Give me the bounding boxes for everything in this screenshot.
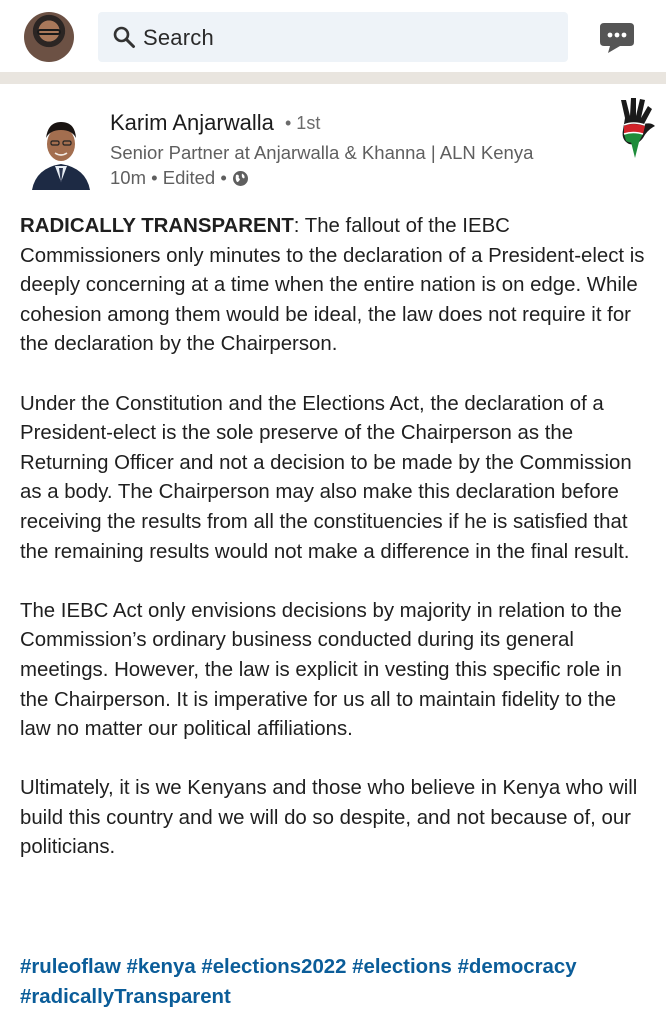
hashtag-list	[20, 953, 650, 1012]
post-paragraph-1	[20, 212, 650, 360]
search-icon	[112, 25, 136, 49]
feed-divider	[0, 72, 666, 84]
my-profile-avatar[interactable]	[24, 12, 74, 62]
author-headline: Senior Partner at Anjarwalla & Khanna | ALN Kenya	[110, 142, 534, 163]
search-bar[interactable]	[98, 12, 568, 62]
post-body	[20, 212, 650, 893]
globe-icon	[232, 170, 249, 187]
hashtag-elections2022[interactable]: #elections2022	[201, 956, 347, 978]
hashtag-democracy[interactable]: #democracy	[457, 956, 577, 978]
top-bar	[0, 0, 666, 72]
post-paragraph-2: Under the Constitution and the Elections Act, the declaration of a President-elect is the sole preserve of the Chairperson as the Returning Officer and not a decision to be made by the Commission as a body. The Chairperson may also make this declaration before receiving the results from all the constituencies if he is satisfied that the remaining results would not make a difference in the final result.	[20, 392, 632, 563]
post-meta-text: 10m • Edited •	[110, 167, 227, 188]
hashtag-ruleoflaw[interactable]: #ruleoflaw	[20, 956, 121, 978]
post-paragraph-1-text: : The fallout of the IEBC Commissioners only minutes to the declaration of a President-elect is deeply concerning at a time when the entire nation is on edge. While cohesion among them would be ideal, the law does not require it for the declaration by the Chairperson.	[20, 215, 645, 356]
connection-degree: • 1st	[285, 113, 321, 133]
kenya-hand-logo	[611, 96, 665, 160]
hashtag-elections[interactable]: #elections	[352, 956, 452, 978]
messaging-icon[interactable]	[598, 20, 636, 54]
hashtag-kenya[interactable]: #kenya	[126, 956, 196, 978]
post-paragraph-3: The IEBC Act only envisions decisions by majority in relation to the Commission’s ordinary business conducted during its general meetings. However, the law is explicit in vesting this specific role in the Chairperson. It is imperative for us all to maintain fidelity to the law no matter our political affiliations.	[20, 599, 622, 741]
post-paragraph-4: Ultimately, it is we Kenyans and those who believe in Kenya who will build this country and we will do so despite, and not because of, our politicians.	[20, 777, 638, 859]
post-meta	[110, 167, 249, 189]
author-avatar[interactable]	[28, 110, 94, 190]
author-name[interactable]: Karim Anjarwalla	[110, 110, 274, 135]
search-placeholder: Search	[143, 25, 214, 50]
post-lead: RADICALLY TRANSPARENT	[20, 215, 294, 237]
hashtag-radicallytransparent[interactable]: #radicallyTransparent	[20, 985, 231, 1008]
